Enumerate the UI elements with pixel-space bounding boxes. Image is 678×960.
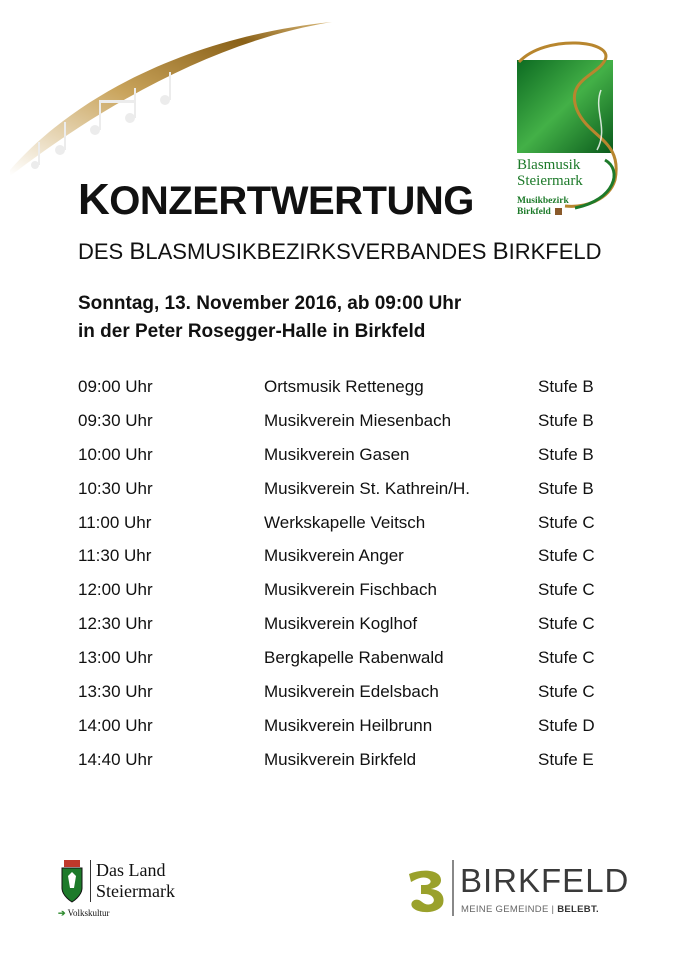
land-subtext [58, 908, 109, 919]
schedule-row [78, 614, 598, 648]
arrow-right-icon: ➔ [58, 908, 66, 918]
schedule-row [78, 546, 598, 580]
blasmusik-sub2: Birkfeld [517, 207, 551, 217]
subtitle-initial-1: B [129, 238, 146, 265]
time: 11:00 Uhr [78, 512, 152, 532]
event-date: Sonntag, 13. November 2016, ab 09:00 Uhr [78, 293, 462, 314]
schedule-row [78, 750, 598, 784]
time: 10:30 Uhr [78, 478, 153, 498]
event-venue: in der Peter Rosegger-Halle in Birkfeld [78, 321, 426, 342]
blasmusik-logo-subtext [517, 196, 569, 218]
band-name: Werkskapelle Veitsch [264, 512, 426, 532]
birkfeld-b-icon [405, 868, 449, 914]
band-name: Bergkapelle Rabenwald [264, 648, 444, 668]
schedule-row [78, 682, 598, 716]
time: 12:30 Uhr [78, 614, 153, 634]
schedule-row [78, 716, 598, 750]
band-name: Ortsmusik Rettenegg [264, 377, 424, 396]
level: Stufe C [538, 512, 595, 532]
band-name: Musikverein St. Kathrein/H. [264, 478, 470, 498]
blasmusik-sub1: Musikbezirk [517, 196, 569, 206]
level: Stufe B [538, 377, 594, 396]
band-name: Musikverein Koglhof [264, 614, 418, 634]
time: 09:30 Uhr [78, 410, 153, 430]
page-title [78, 175, 474, 224]
level: Stufe B [538, 410, 594, 430]
land-line2: Steiermark [96, 881, 175, 901]
band-name: Musikverein Anger [264, 546, 404, 566]
band-name: Musikverein Miesenbach [264, 410, 452, 430]
level: Stufe C [538, 648, 595, 668]
time: 11:30 Uhr [78, 546, 152, 566]
subtitle-mid: LASMUSIKBEZIRKSVERBANDES [145, 239, 493, 264]
schedule-row [78, 445, 598, 479]
band-name: Musikverein Birkfeld [264, 749, 417, 769]
schedule-row [78, 411, 598, 445]
schedule-row [78, 648, 598, 682]
band-name: Musikverein Fischbach [264, 580, 437, 600]
page-subtitle [78, 240, 602, 264]
subtitle-des: DES [78, 239, 130, 264]
schedule-row [78, 580, 598, 614]
land-sub: Volkskultur [67, 908, 110, 918]
time: 12:00 Uhr [78, 580, 153, 600]
blasmusik-logo-graphic [505, 40, 625, 220]
schedule-row [78, 513, 598, 547]
level: Stufe E [538, 749, 594, 769]
event-info [78, 290, 461, 346]
decorative-swoosh [0, 0, 360, 200]
schedule-row [78, 377, 598, 411]
level: Stufe C [538, 614, 595, 634]
land-steiermark-logo-text [90, 860, 175, 902]
schedule-row [78, 479, 598, 513]
level: Stufe C [538, 546, 595, 566]
blasmusik-logo-text [517, 157, 583, 189]
time: 13:30 Uhr [78, 682, 153, 702]
birkfeld-tagline [461, 904, 599, 915]
blasmusik-line2: Steiermark [517, 173, 583, 189]
title-initial: K [78, 175, 110, 224]
birkfeld-logo-name: BIRKFELD [460, 862, 630, 899]
band-name: Musikverein Gasen [264, 444, 410, 464]
time: 09:00 Uhr [78, 377, 153, 396]
band-name: Musikverein Heilbrunn [264, 715, 433, 735]
time: 10:00 Uhr [78, 444, 153, 464]
time: 14:40 Uhr [78, 749, 153, 769]
brown-square-icon [555, 208, 562, 215]
schedule-list [78, 377, 598, 784]
level: Stufe C [538, 580, 595, 600]
subtitle-end: IRKFELD [508, 239, 602, 264]
tagline-part-a: MEINE GEMEINDE | [461, 904, 558, 915]
blasmusik-line1: Blasmusik [517, 157, 581, 173]
title-rest: ONZERTWERTUNG [109, 179, 474, 223]
time: 14:00 Uhr [78, 715, 153, 735]
coat-of-arms-icon [58, 858, 86, 904]
land-line1: Das Land [96, 860, 166, 880]
level: Stufe C [538, 682, 595, 702]
birkfeld-divider [452, 860, 454, 916]
level: Stufe B [538, 478, 594, 498]
subtitle-initial-2: B [492, 238, 509, 265]
band-name: Musikverein Edelsbach [264, 682, 439, 702]
time: 13:00 Uhr [78, 648, 153, 668]
level: Stufe B [538, 444, 594, 464]
tagline-part-b: BELEBT. [557, 904, 599, 915]
level: Stufe D [538, 715, 595, 735]
